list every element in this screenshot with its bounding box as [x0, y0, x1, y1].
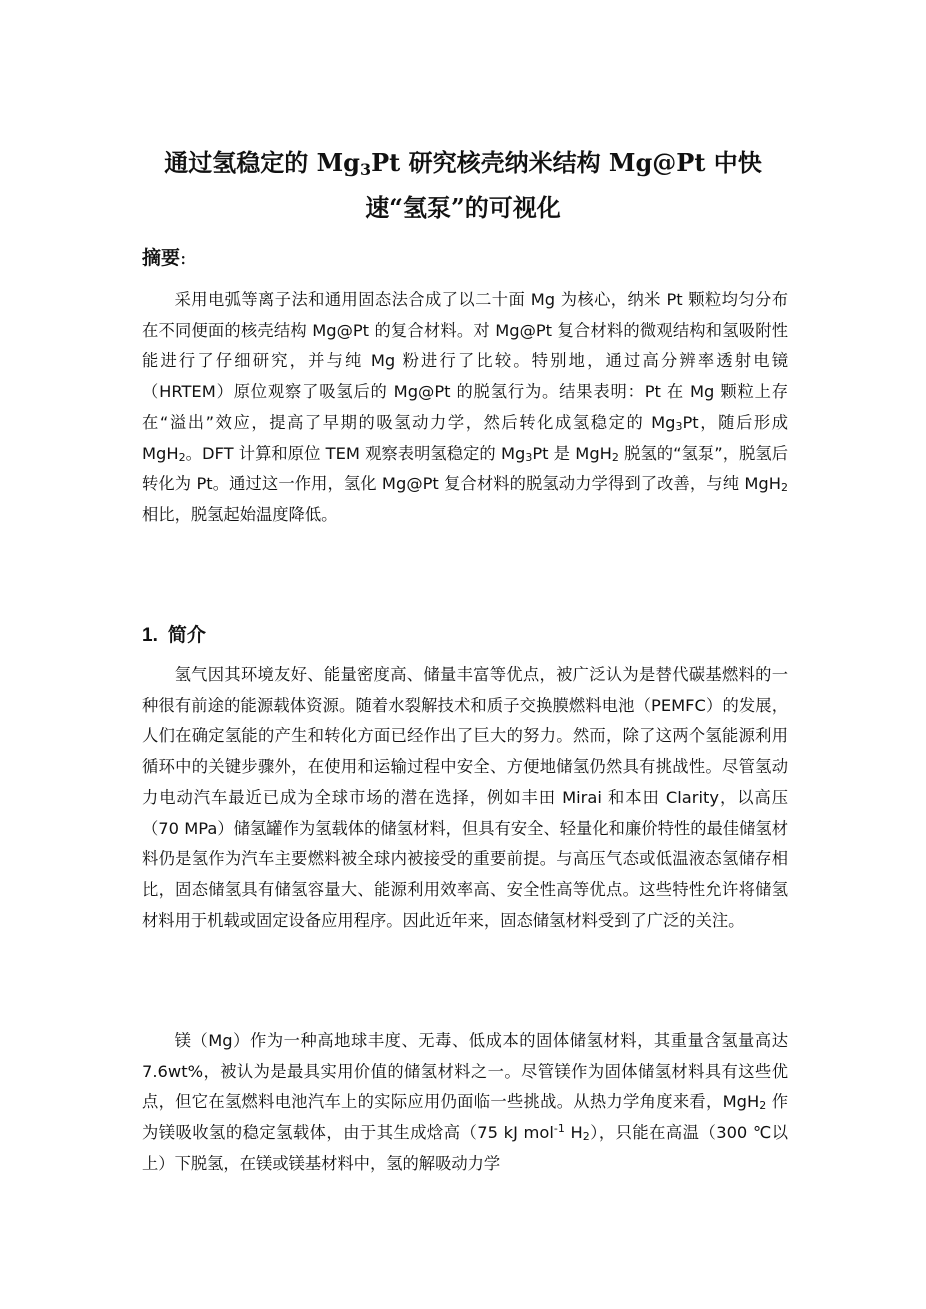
section-1-heading — [142, 620, 206, 647]
intro-paragraph-1: 氢气因其环境友好、能量密度高、储量丰富等优点，被广泛认为是替代碳基燃料的一种很有前途的能源载体资源。随着水裂解技术和质子交换膜燃料电池（PEMFC）的发展，人们在确定氢能的产生和转化方面已经作出了巨大的努力。然而，除了这两个氢能源利用循环中的关键步骤外，在使用和运输过程中安全、方便地储氢仍然具有挑战性。尽管氢动力电动汽车最近已成为全球市场的潜在选择，例如丰田 Mirai 和本田 Clarity，以高压（70 MPa）储氢罐作为氢载体的储氢材料，但具有安全、轻量化和廉价特性的最佳储氢材料仍是氢作为汽车主要燃料被全球内被接受的重要前提。与高压气态或低温液态氢储存相比，固态储氢具有储氢容量大、能源利用效率高、安全性高等优点。这些特性允许将储氢材料用于机载或固定设备应用程序。因此近年来，固态储氢材料受到了广泛的关注。 — [142, 665, 788, 930]
title-subscript: 3 — [359, 160, 372, 179]
intro-p2-sub-2: 2 — [582, 1130, 590, 1144]
abstract-text-4: Pt 是 MgH — [532, 443, 612, 463]
abstract-sub-2: 2 — [178, 450, 186, 464]
abstract-sub-4: 2 — [611, 450, 619, 464]
abstract-sub-5: 2 — [781, 481, 788, 495]
section-1-number: 1. — [142, 625, 158, 646]
intro-p2-text-2: 作为镁吸收氢的稳定氢载体，由于其生成焓高（75 kJ mol — [142, 1092, 788, 1143]
intro-p2-sup: -1 — [553, 1122, 565, 1136]
abstract-text-2: Pt，随后形成 MgH — [142, 412, 789, 463]
abstract-text-1: 采用电弧等离子法和通用固态法合成了以二十面 Mg 为核心，纳米 Pt 颗粒均匀分布在不同便面的核壳结构 Mg@Pt 的复合材料。对 Mg@Pt 复合材料的微观结构和氢吸附性能进行了仔细研究，并与纯 Mg 粉进行了比较。特别地，通过高分辨率透射电镜（HRTEM）原位观察了吸氢后的 Mg@Pt 的脱氢行为。结果表明：Pt 在 Mg 颗粒上存在“溢出”效应，提高了早期的吸氢动力学，然后转化成氢稳定的 Mg — [142, 290, 788, 432]
intro-paragraph-2 — [142, 1026, 788, 1180]
abstract-sub-1: 3 — [675, 419, 683, 433]
title-text-1: 通过氢稳定的 Mg — [164, 148, 360, 177]
abstract-text-5: 脱氢的“氢泵”，脱氢后转化为 Pt。通过这一作用，氢化 Mg@Pt 复合材料的脱氢动力学得到了改善，与纯 MgH — [142, 443, 788, 494]
paper-title — [140, 140, 786, 230]
abstract-sub-3: 3 — [525, 450, 533, 464]
abstract-paragraph — [142, 285, 788, 531]
intro-p2-sub-1: 2 — [759, 1099, 767, 1113]
abstract-text-6: 相比，脱氢起始温度降低。 — [142, 504, 338, 524]
abstract-colon: : — [180, 247, 187, 269]
abstract-label: 摘要 — [142, 247, 181, 269]
abstract-text-3: 。DFT 计算和原位 TEM 观察表明氢稳定的 Mg — [185, 443, 526, 463]
intro-p2-text-4: ），只能在高温（300 ℃以上）下脱氢，在镁或镁基材料中，氢的解吸动力学 — [142, 1123, 788, 1173]
title-text-2: Pt 研究核壳纳米结构 Mg@Pt 中快速“氢泵”的可视化 — [365, 148, 762, 222]
abstract-heading — [142, 243, 186, 270]
intro-p2-text-1: 镁（Mg）作为一种高地球丰度、无毒、低成本的固体储氢材料，其重量含氢量高达 7.6wt%，被认为是最具实用价值的储氢材料之一。尽管镁作为固体储氢材料具有这些优点，但它在氢燃料电池汽车上的实际应用仍面临一些挑战。从热力学角度来看，MgH — [142, 1031, 788, 1112]
intro-p2-text-3: H — [564, 1123, 583, 1143]
section-1-title: 简介 — [167, 624, 206, 646]
